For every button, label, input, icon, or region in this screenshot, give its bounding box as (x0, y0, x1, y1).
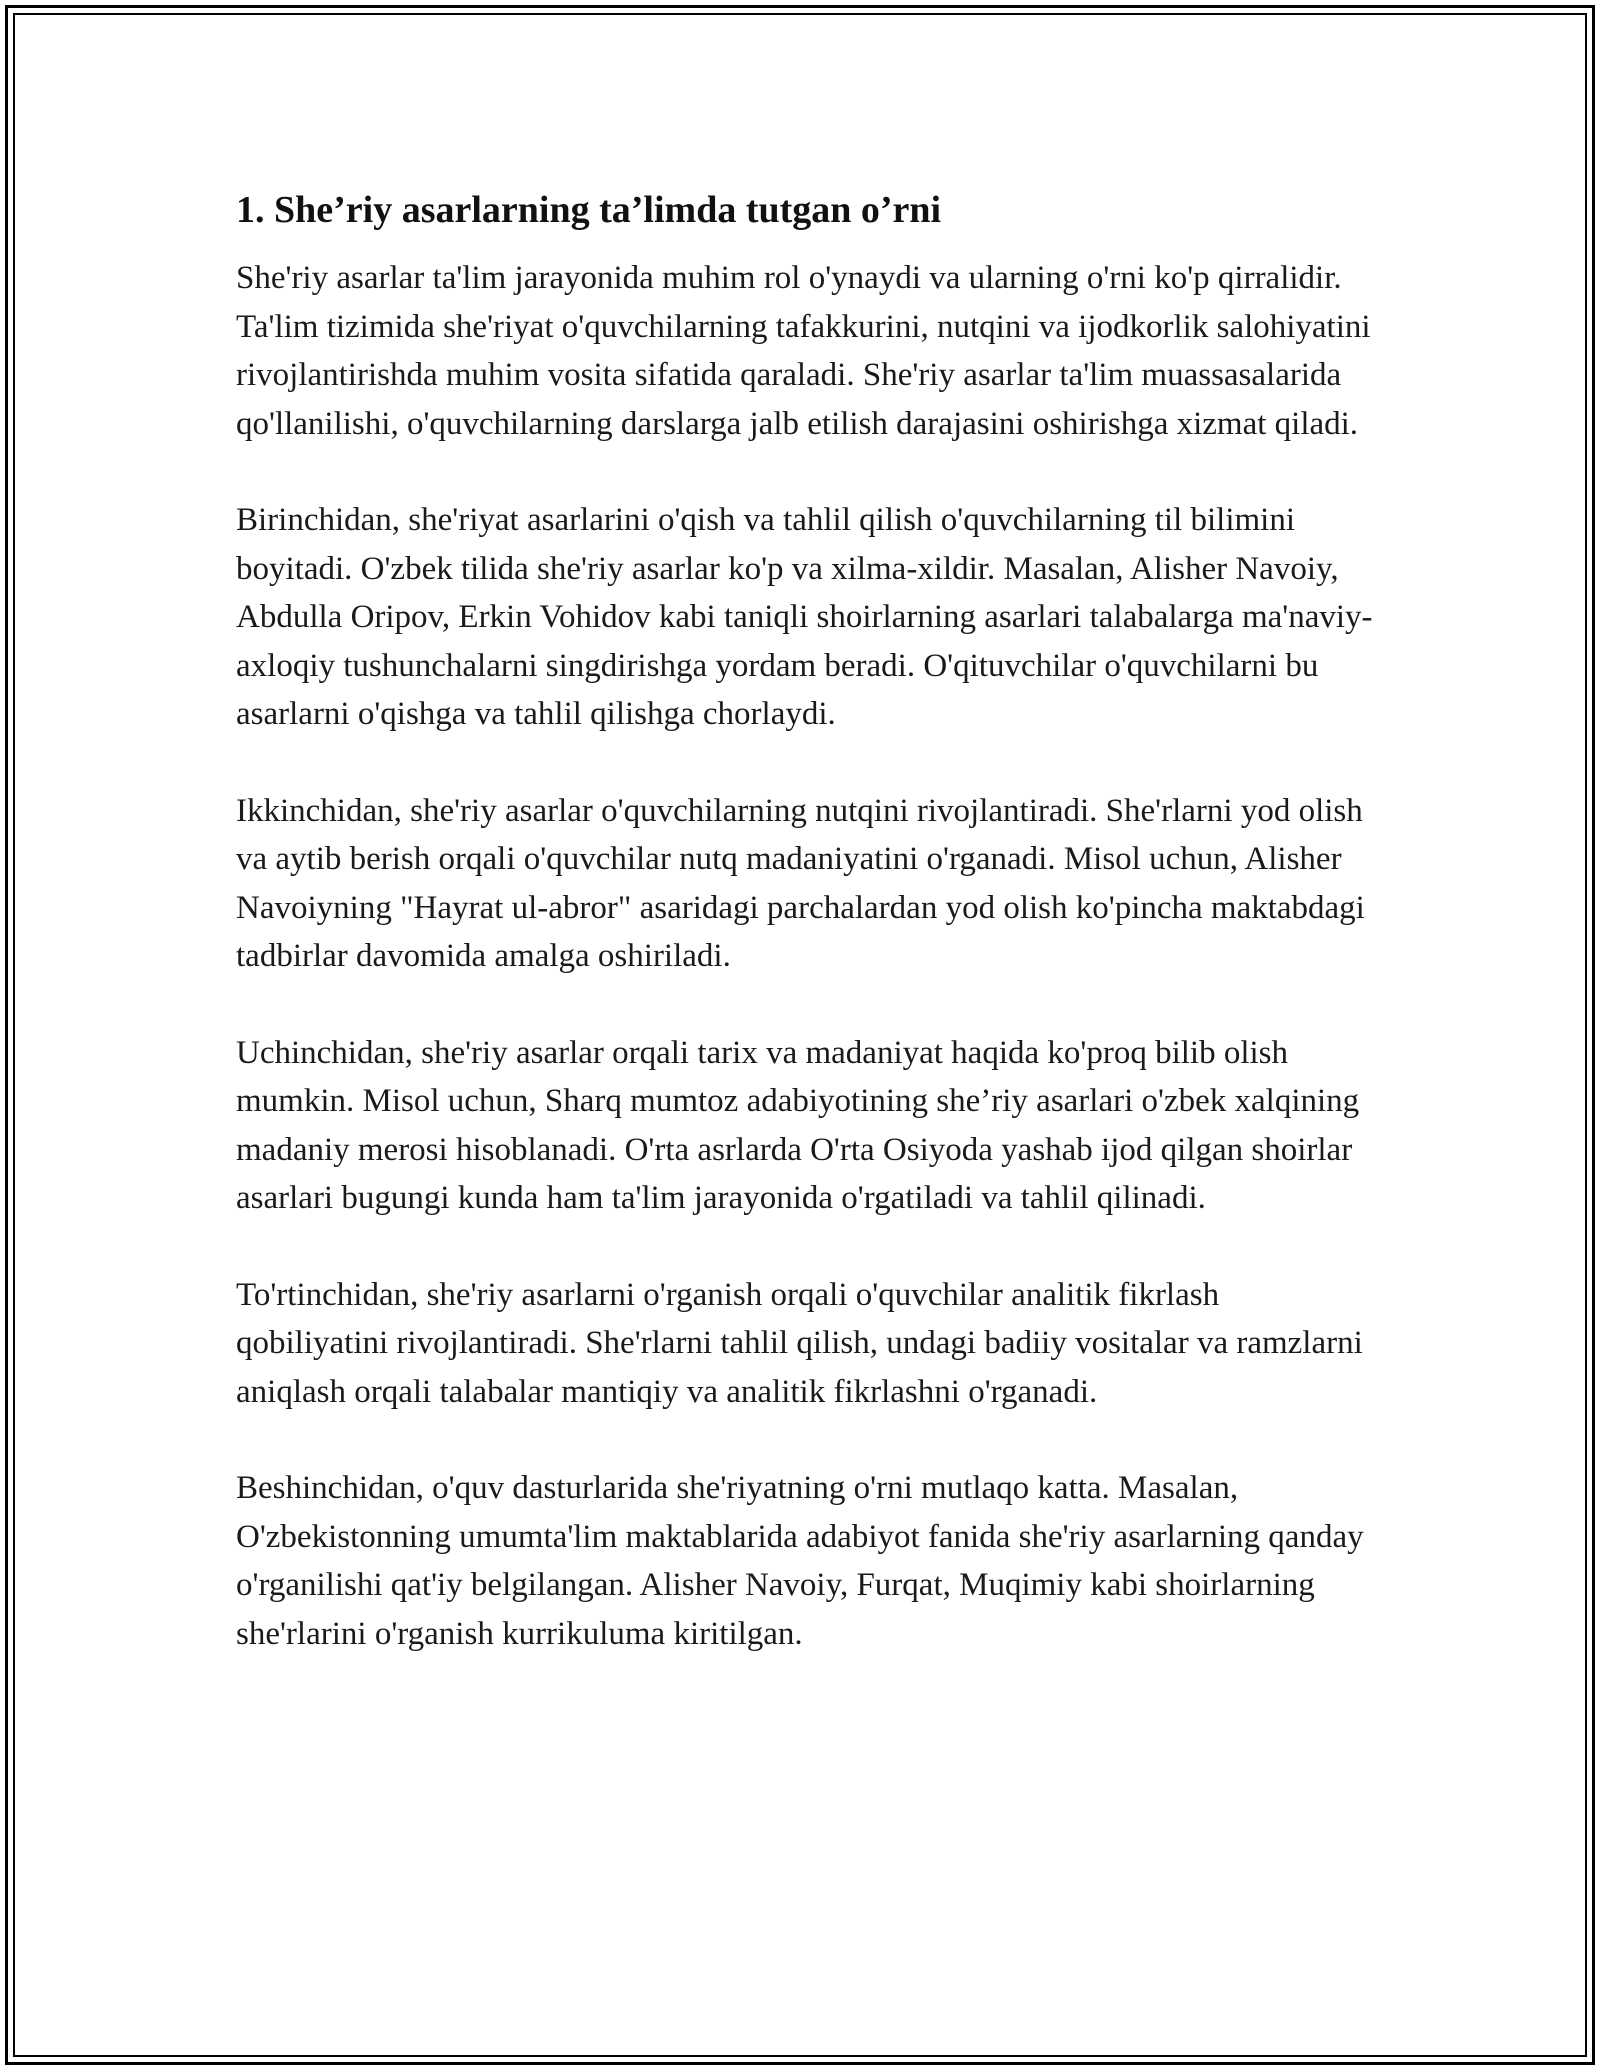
paragraph-third: Uchinchidan, she'riy asarlar orqali tarix va madaniyat haqida ko'proq bilib olish mumkin. Misol uchun, Sharq mumtoz adabiyotining she’riy asarlari o'zbek xalqining madaniy merosi hisoblanadi. O'rta asrlarda O'rta Osiyoda yashab ijod qilgan shoirlar asarlari bugungi kunda ham ta'lim jarayonida o'rgatiladi va tahlil qilinadi. (236, 1034, 1360, 1216)
paragraph-first: Birinchidan, she'riyat asarlarini o'qish va tahlil qilish o'quvchilarning til bilimini boyitadi. O'zbek tilida she'riy asarlar ko'p va xilma-xildir. Masalan, Alisher Navoiy, Abdulla Oripov, Erkin Vohidov kabi taniqli shoirlarning asarlari talabalarga ma'naviy-axloqiy tushunchalarni singdirishga yordam beradi. O'qituvchilar o'quvchilarni bu asarlarni o'qishga va tahlil qilishga chorlaydi. (236, 502, 1373, 732)
paragraph-fourth: To'rtinchidan, she'riy asarlarni o'rganish orqali o'quvchilar analitik fikrlash qobiliyatini rivojlantiradi. She'rlarni tahlil qilish, undagi badiiy vositalar va ramzlarni aniqlash orqali talabalar mantiqiy va analitik fikrlashni o'rganadi. (236, 1276, 1363, 1410)
section-heading: 1. She’riy asarlarning ta’limda tutgan o’rni (236, 189, 942, 231)
document-body (236, 186, 1376, 1706)
paragraph-second: Ikkinchidan, she'riy asarlar o'quvchilarning nutqini rivojlantiradi. She'rlarni yod olish va aytib berish orqali o'quvchilar nutq madaniyatini o'rganadi. Misol uchun, Alisher Navoiyning "Hayrat ul-abror" asaridagi parchalardan yod olish ko'pincha maktabdagi tadbirlar davomida amalga oshiriladi. (236, 792, 1365, 974)
paragraph-intro: She'riy asarlar ta'lim jarayonida muhim rol o'ynaydi va ularning o'rni ko'p qirralidir. Ta'lim tizimida she'riyat o'quvchilarning tafakkurini, nutqini va ijodkorlik salohiyatini rivojlantirishda muhim vosita sifatida qaraladi. She'riy asarlar ta'lim muassasalarida qo'llanilishi, o'quvchilarning darslarga jalb etilish darajasini oshirishga xizmat qiladi. (236, 260, 1371, 442)
paragraph-fifth: Beshinchidan, o'quv dasturlarida she'riyatning o'rni mutlaqo katta. Masalan, O'zbekistonning umumta'lim maktablarida adabiyot fanida she'riy asarlarning qanday o'rganilishi qat'iy belgilangan. Alisher Navoiy, Furqat, Muqimiy kabi shoirlarning she'rlarini o'rganish kurrikuluma kiritilgan. (236, 1470, 1364, 1652)
